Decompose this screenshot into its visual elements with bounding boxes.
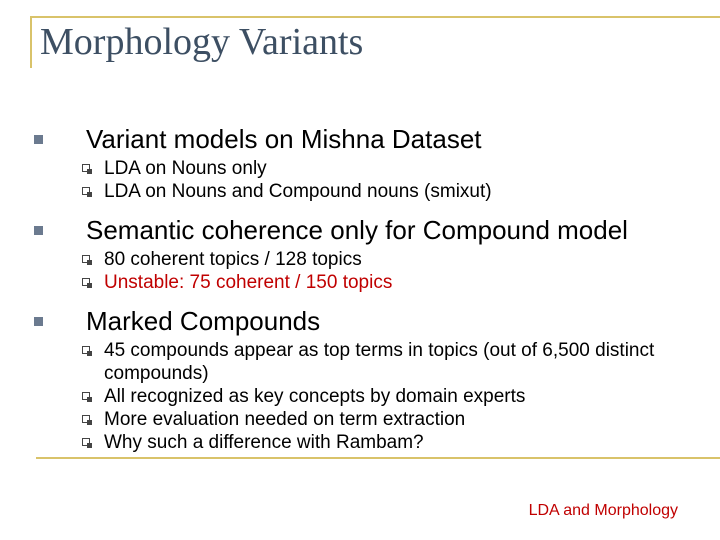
title-vertical-rule bbox=[30, 16, 32, 68]
footer-rule bbox=[36, 457, 720, 459]
sub-bullet-highlighted bbox=[34, 271, 674, 294]
sub-bullet-text: 80 coherent topics / 128 topics bbox=[104, 249, 362, 270]
bullet-marked-compounds bbox=[34, 306, 674, 336]
sub-bullet-text: Unstable: 75 coherent / 150 topics bbox=[104, 272, 393, 293]
slide-title: Morphology Variants bbox=[40, 21, 364, 63]
bullet-variant-models bbox=[34, 124, 674, 154]
box-bullet-icon bbox=[82, 278, 90, 286]
sub-bullet bbox=[34, 248, 674, 271]
bullet-semantic-coherence bbox=[34, 215, 674, 245]
sub-bullet-text: LDA on Nouns only bbox=[104, 158, 267, 179]
box-bullet-icon bbox=[82, 438, 90, 446]
sub-bullet-list bbox=[34, 157, 674, 203]
sub-bullet-text: 45 compounds appear as top terms in topics (out of 6,500 distinct compounds) bbox=[104, 340, 655, 384]
sub-bullet-list bbox=[34, 248, 674, 294]
box-bullet-icon bbox=[82, 415, 90, 423]
sub-bullet-text: Why such a difference with Rambam? bbox=[104, 432, 424, 453]
footer-label: LDA and Morphology bbox=[528, 502, 678, 519]
bullet-text: Marked Compounds bbox=[86, 306, 321, 336]
square-bullet-icon bbox=[34, 317, 43, 326]
square-bullet-icon bbox=[34, 226, 43, 235]
sub-bullet-text: More evaluation needed on term extraction bbox=[104, 409, 466, 430]
square-bullet-icon bbox=[34, 135, 43, 144]
box-bullet-icon bbox=[82, 392, 90, 400]
title-horizontal-rule bbox=[30, 16, 720, 18]
box-bullet-icon bbox=[82, 255, 90, 263]
sub-bullet bbox=[34, 431, 674, 454]
box-bullet-icon bbox=[82, 346, 90, 354]
bullet-text: Variant models on Mishna Dataset bbox=[86, 124, 482, 154]
bullet-text: Semantic coherence only for Compound model bbox=[86, 215, 628, 245]
sub-bullet bbox=[34, 385, 674, 408]
sub-bullet bbox=[34, 180, 674, 203]
sub-bullet-text: All recognized as key concepts by domain experts bbox=[104, 386, 526, 407]
sub-bullet-list bbox=[34, 339, 674, 454]
bullet-list bbox=[34, 124, 674, 454]
box-bullet-icon bbox=[82, 187, 90, 195]
sub-bullet-text: LDA on Nouns and Compound nouns (smixut) bbox=[104, 181, 492, 202]
sub-bullet bbox=[34, 339, 674, 385]
box-bullet-icon bbox=[82, 164, 90, 172]
sub-bullet bbox=[34, 408, 674, 431]
sub-bullet bbox=[34, 157, 674, 180]
